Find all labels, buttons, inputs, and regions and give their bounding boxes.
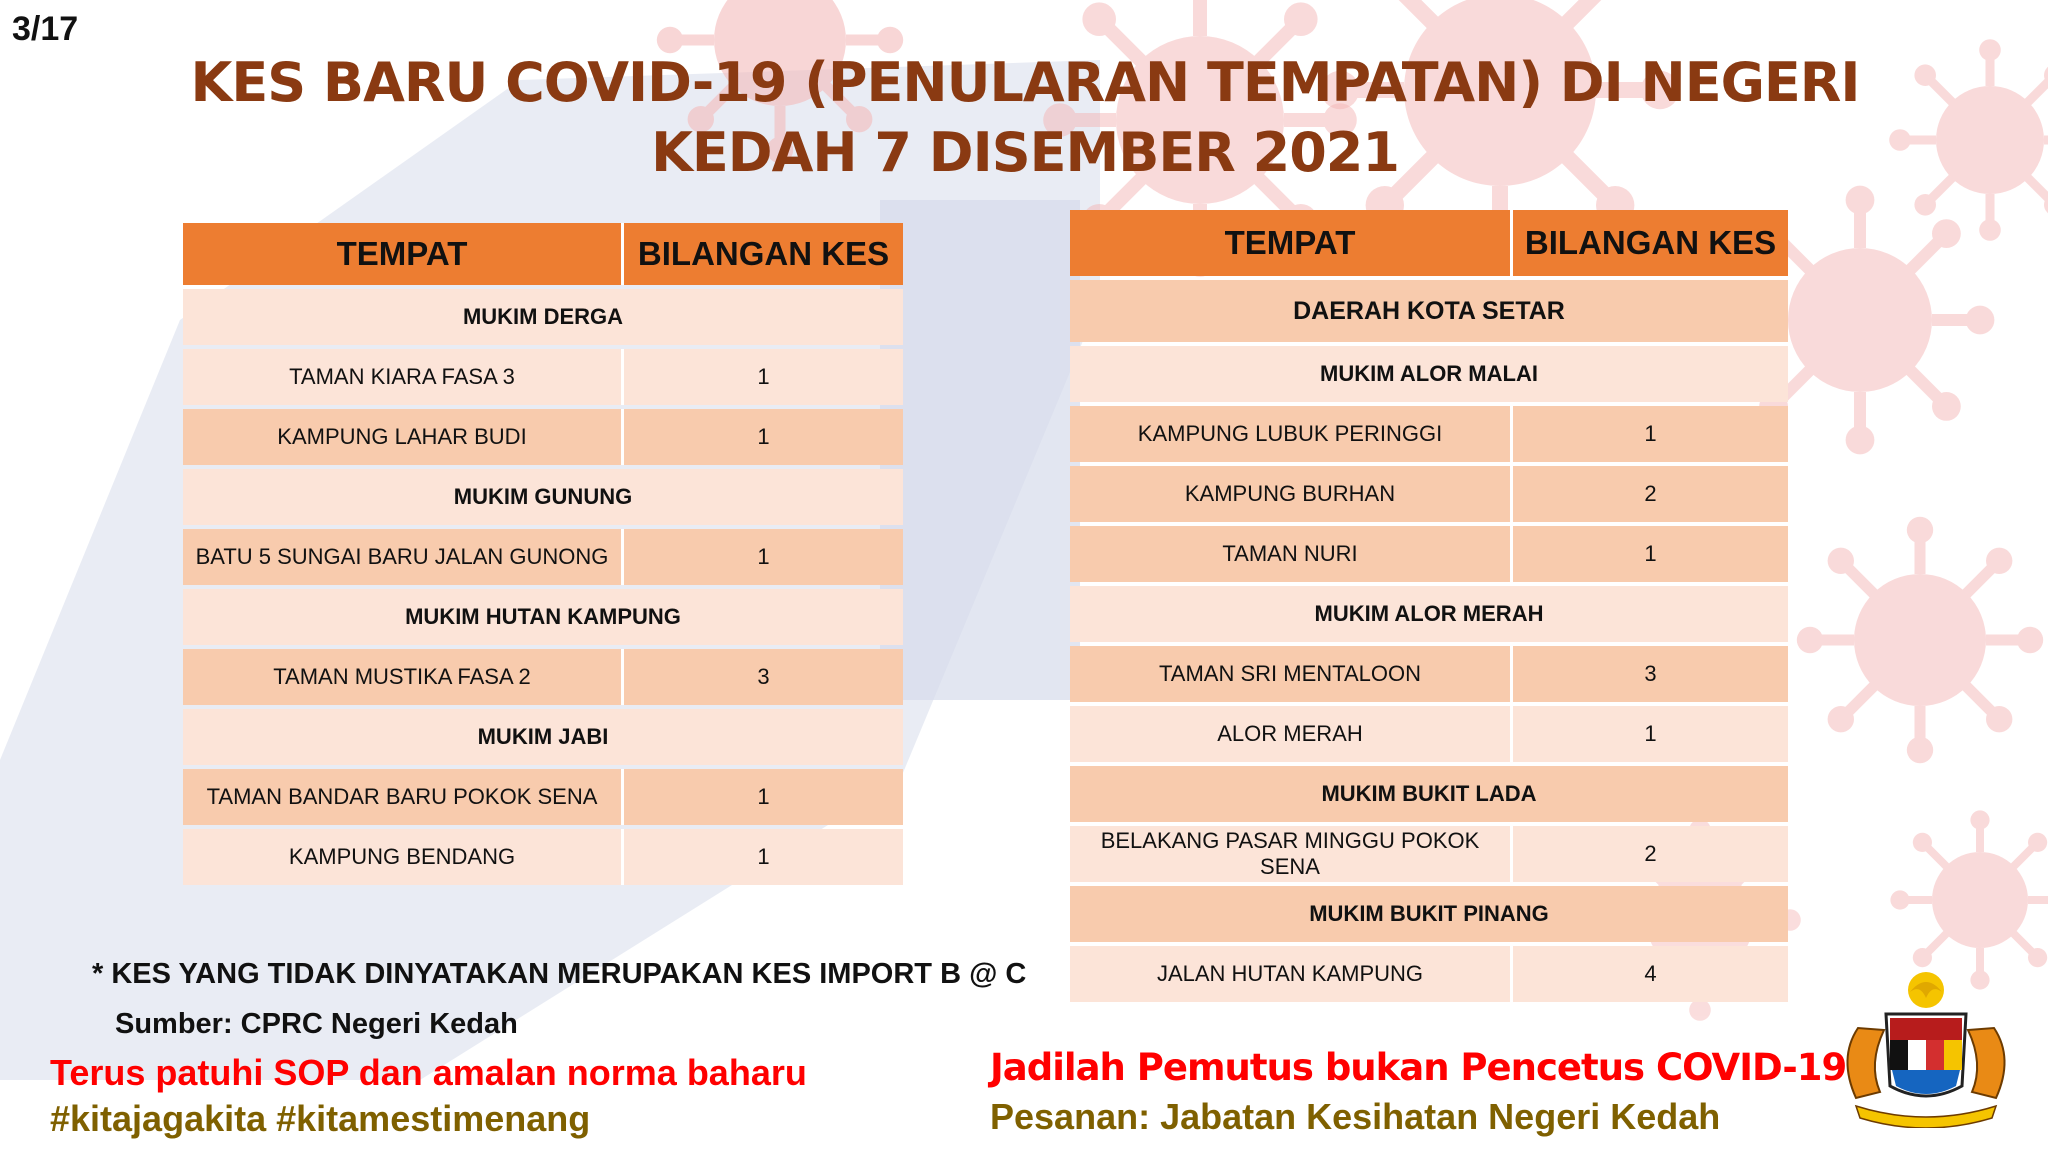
table-row (183, 349, 903, 405)
section-row (183, 289, 903, 345)
coat-of-arms-logo (1828, 968, 2024, 1128)
section-row (183, 589, 903, 645)
place-cell: BATU 5 SUNGAI BARU JALAN GUNONG (183, 529, 624, 585)
section-label: MUKIM ALOR MERAH (1070, 586, 1788, 642)
cases-cell: 2 (1513, 466, 1788, 522)
cases-cell: 1 (624, 529, 903, 585)
hashtags: #kitajagakita #kitamestimenang (50, 1098, 591, 1139)
place-cell: TAMAN SRI MENTALOON (1070, 646, 1513, 702)
table-row (183, 529, 903, 585)
section-label: MUKIM BUKIT PINANG (1070, 886, 1788, 942)
place-cell: KAMPUNG LUBUK PERINGGI (1070, 406, 1513, 462)
table-row (183, 829, 903, 885)
table-row (1070, 646, 1788, 702)
cases-cell: 1 (624, 829, 903, 885)
table-row (1070, 526, 1788, 582)
cases-cell: 1 (1513, 526, 1788, 582)
place-cell: JALAN HUTAN KAMPUNG (1070, 946, 1513, 1002)
cases-cell: 1 (624, 409, 903, 465)
section-label: MUKIM HUTAN KAMPUNG (183, 589, 903, 645)
place-cell: ALOR MERAH (1070, 706, 1513, 762)
slogan: Jadilah Pemutus bukan Pencetus COVID-19 (990, 1046, 1847, 1089)
title-line-1: KES BARU COVID-19 (PENULARAN TEMPATAN) DI NEGERI (190, 51, 1860, 114)
section-row (1070, 280, 1788, 342)
cases-table-left (183, 219, 903, 889)
message-credit: Pesanan: Jabatan Kesihatan Negeri Kedah (990, 1096, 1721, 1137)
cases-cell: 1 (624, 769, 903, 825)
page-number: 3/17 (12, 10, 79, 48)
table-row (1070, 826, 1788, 882)
header-cases: BILANGAN KES (1513, 210, 1788, 276)
table-row (1070, 946, 1788, 1002)
place-cell: KAMPUNG LAHAR BUDI (183, 409, 624, 465)
table-body-right (1070, 280, 1788, 1002)
section-label: MUKIM BUKIT LADA (1070, 766, 1788, 822)
header-place: TEMPAT (183, 223, 624, 285)
table-row (183, 649, 903, 705)
cases-cell: 4 (1513, 946, 1788, 1002)
place-cell: TAMAN MUSTIKA FASA 2 (183, 649, 624, 705)
section-label: DAERAH KOTA SETAR (1070, 280, 1788, 342)
title-line-2: KEDAH 7 DISEMBER 2021 (651, 121, 1399, 184)
section-label: MUKIM JABI (183, 709, 903, 765)
section-label: MUKIM DERGA (183, 289, 903, 345)
table-body-left (183, 289, 903, 885)
table-row (1070, 706, 1788, 762)
section-row (1070, 586, 1788, 642)
section-row (1070, 766, 1788, 822)
cases-cell: 2 (1513, 826, 1788, 882)
place-cell: TAMAN NURI (1070, 526, 1513, 582)
table-row (1070, 466, 1788, 522)
cases-table-right (1070, 206, 1788, 1006)
cases-cell: 3 (624, 649, 903, 705)
section-row (1070, 346, 1788, 402)
cases-cell: 1 (624, 349, 903, 405)
section-row (183, 469, 903, 525)
place-cell: KAMPUNG BENDANG (183, 829, 624, 885)
cases-cell: 1 (1513, 706, 1788, 762)
cases-cell: 3 (1513, 646, 1788, 702)
header-cases: BILANGAN KES (624, 223, 903, 285)
place-cell: TAMAN KIARA FASA 3 (183, 349, 624, 405)
table-row (183, 409, 903, 465)
section-label: MUKIM GUNUNG (183, 469, 903, 525)
table-row (1070, 406, 1788, 462)
page-title (150, 48, 1900, 188)
place-cell: BELAKANG PASAR MINGGU POKOK SENA (1070, 826, 1513, 882)
footnote: * KES YANG TIDAK DINYATAKAN MERUPAKAN KES IMPORT B @ C (92, 958, 1027, 990)
sop-message: Terus patuhi SOP dan amalan norma baharu (50, 1052, 807, 1093)
section-row (1070, 886, 1788, 942)
source-note: Sumber: CPRC Negeri Kedah (115, 1008, 518, 1040)
section-label: MUKIM ALOR MALAI (1070, 346, 1788, 402)
cases-cell: 1 (1513, 406, 1788, 462)
section-row (183, 709, 903, 765)
place-cell: TAMAN BANDAR BARU POKOK SENA (183, 769, 624, 825)
table-row (183, 769, 903, 825)
place-cell: KAMPUNG BURHAN (1070, 466, 1513, 522)
header-place: TEMPAT (1070, 210, 1513, 276)
